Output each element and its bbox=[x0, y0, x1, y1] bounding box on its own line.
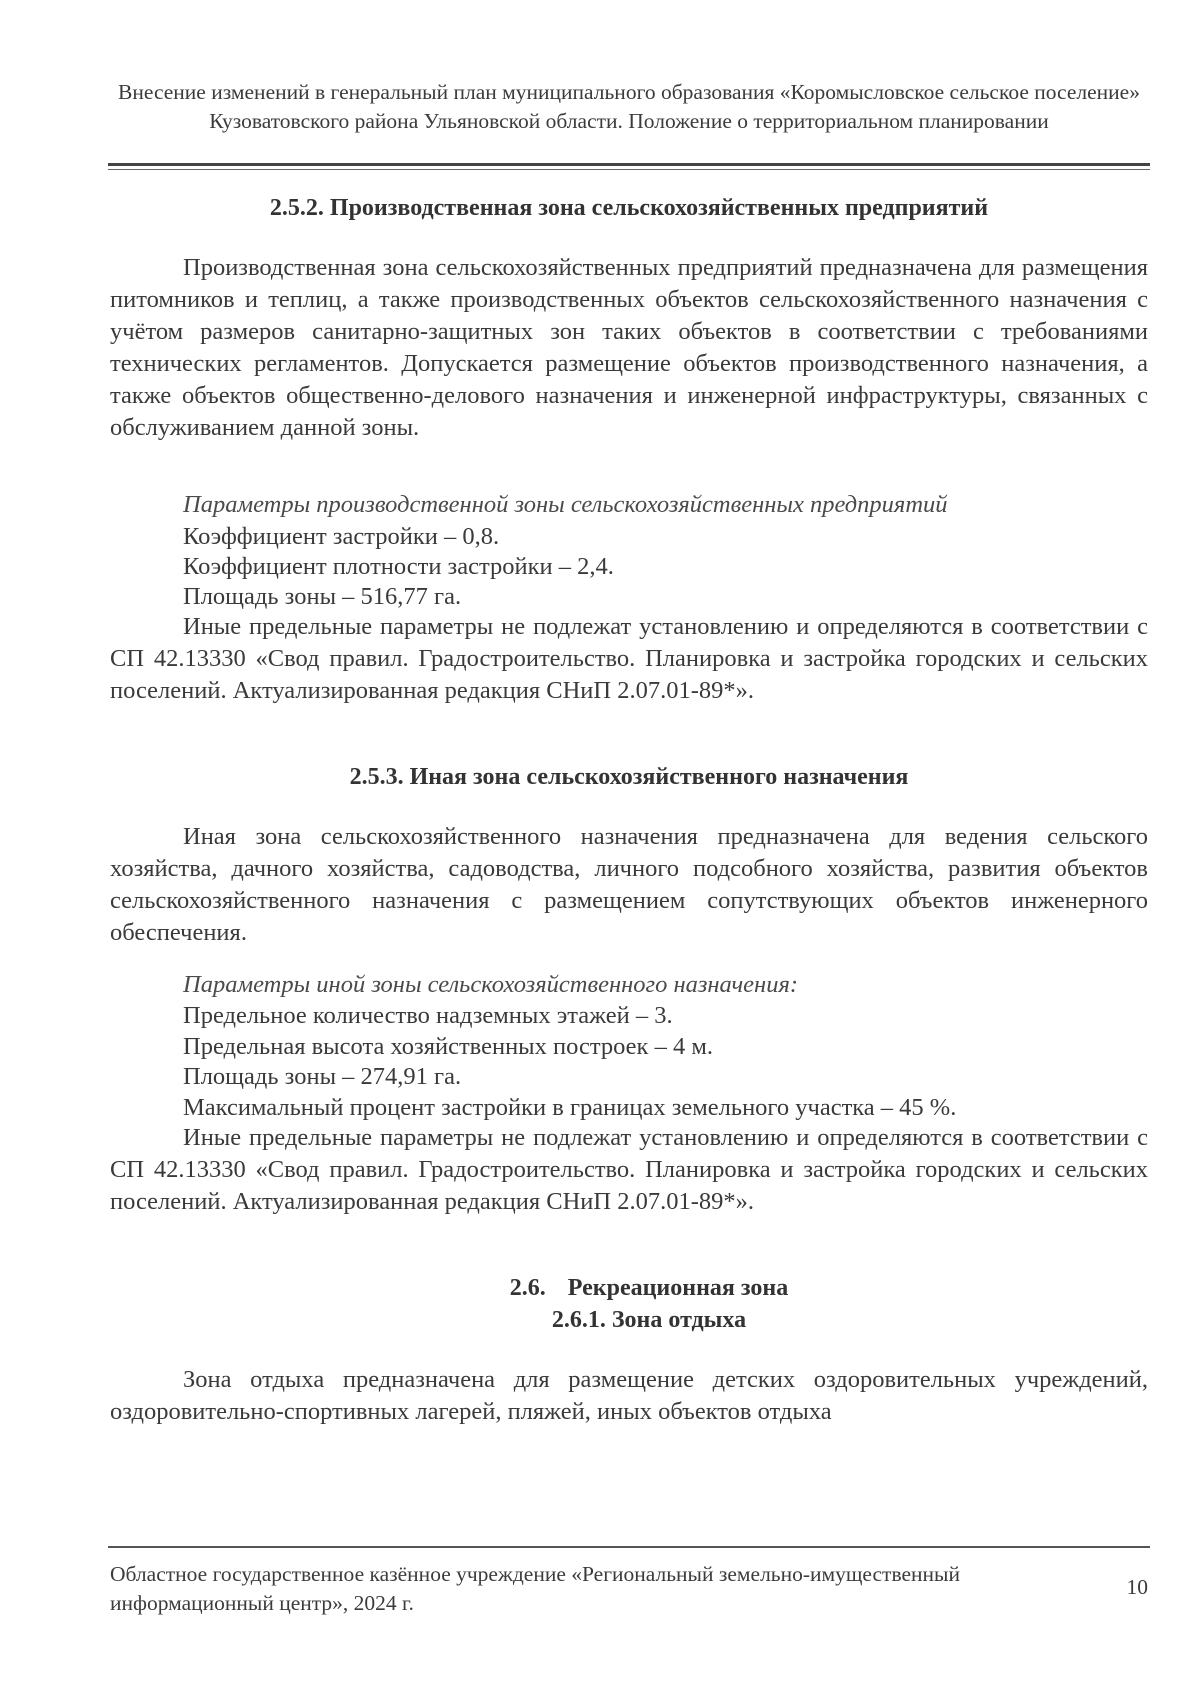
section-2-5-2-other-params: Иные предельные параметры не подлежат установлению и определяются в соответствии с СП 42.13330 «Свод правил. Градостроительство. Планировка и застройка городских и сельских поселений. Актуализированная редакция СНиП 2.07.01-89*». bbox=[110, 613, 1148, 704]
header-divider bbox=[108, 163, 1150, 170]
section-heading-2-5-3: 2.5.3. Иная зона сельскохозяйственного назначения bbox=[349, 764, 909, 790]
section-2-5-3-description: Иная зона сельскохозяйственного назначения предназначена для ведения сельского хозяйства, дачного хозяйства, садоводства, личного подсобного хозяйства, развития объектов сельскохозяйственного назначения с размещением сопутствующих объектов инженерного обеспечения. bbox=[110, 823, 1148, 946]
section-heading-2-6 bbox=[108, 1272, 1150, 1304]
footer-organization: Областное государственное казённое учреждение «Региональный земельно-имущественный информационный центр», 2024 г. bbox=[110, 1562, 960, 1615]
section-2-5-2-params-title: Параметры производственной зоны сельскохозяйственных предприятий bbox=[183, 491, 948, 518]
section-2-5-3-param-2: Предельная высота хозяйственных построек – 4 м. bbox=[183, 1033, 713, 1060]
section-2-5-2-param-3: Площадь зоны – 516,77 га. bbox=[183, 583, 462, 610]
section-2-5-2-param-2: Коэффициент плотности застройки – 2,4. bbox=[183, 553, 614, 580]
running-header: Внесение изменений в генеральный план муниципального образования «Коромысловское сельское поселение» Кузоватовского района Ульяновской области. Положение о территориальном планировании bbox=[118, 80, 1140, 133]
section-2-5-2-param-1: Коэффициент застройки – 0,8. bbox=[183, 523, 500, 550]
footer-divider bbox=[108, 1546, 1150, 1548]
section-2-5-2-description: Производственная зона сельскохозяйственных предприятий предназначена для размещения питомников и теплиц, а также производственных объектов сельскохозяйственного назначения с учётом размеров санитарно-защитных зон таких объектов в соответствии с требованиями технических регламентов. Допускается размещение объектов производственного назначения, а также объектов общественно-делового назначения и инженерной инфраструктуры, связанных с обслуживанием данной зоны. bbox=[110, 254, 1148, 441]
section-heading-2-5-2: 2.5.2. Производственная зона сельскохозяйственных предприятий bbox=[269, 195, 989, 221]
section-2-5-3-param-4: Максимальный процент застройки в границах земельного участка – 45 %. bbox=[183, 1094, 957, 1121]
page-number: 10 bbox=[1126, 1575, 1148, 1599]
section-2-5-3-params-title: Параметры иной зоны сельскохозяйственного назначения: bbox=[183, 971, 799, 998]
section-2-6-1-description: Зона отдыха предназначена для размещение детских оздоровительных учреждений, оздоровительно-спортивных лагерей, пляжей, иных объектов отдыха bbox=[110, 1366, 1148, 1425]
section-2-5-3-other-params: Иные предельные параметры не подлежат установлению и определяются в соответствии с СП 42.13330 «Свод правил. Градостроительство. Планировка и застройка городских и сельских поселений. Актуализированная редакция СНиП 2.07.01-89*». bbox=[110, 1124, 1148, 1215]
section-2-5-3-param-3: Площадь зоны – 274,91 га. bbox=[183, 1063, 462, 1090]
section-heading-2-6-1: 2.6.1. Зона отдыха bbox=[551, 1307, 747, 1333]
section-2-6-title: Рекреационная зона bbox=[567, 1275, 789, 1301]
section-2-5-3-param-1: Предельное количество надземных этажей – 3. bbox=[183, 1002, 673, 1029]
section-2-6-number: 2.6. bbox=[509, 1275, 546, 1301]
